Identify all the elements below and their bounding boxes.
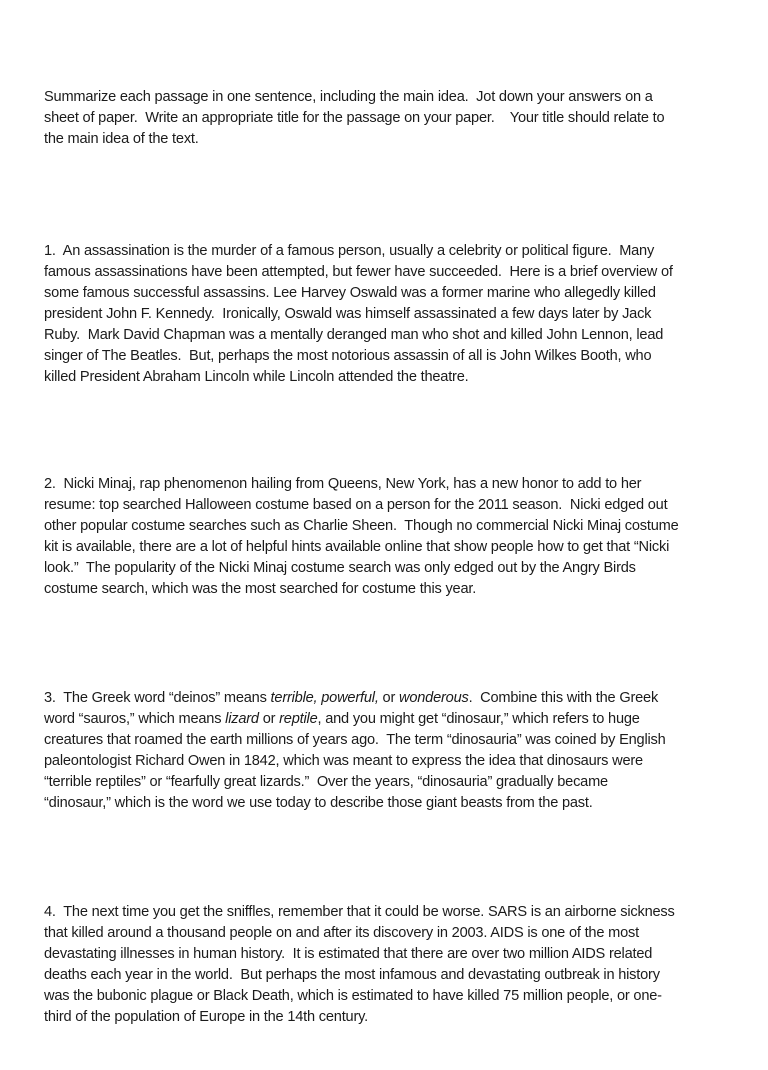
text-run: “dinosaur,” which is the word we use today to describe those giant beasts from the past. <box>44 795 593 811</box>
text-run: , and you might get “dinosaur,” which refers to huge <box>317 711 640 727</box>
text-run: 4. The next time you get the sniffles, remember that it could be worse. SARS is an airborne sickness <box>44 904 675 920</box>
instructions-paragraph <box>44 87 760 150</box>
document-body <box>44 45 760 1070</box>
text-run: costume search, which was the most searched for costume this year. <box>44 581 477 597</box>
text-run: 1. An assassination is the murder of a famous person, usually a celebrity or political figure. Many <box>44 243 655 259</box>
text-run: was the bubonic plague or Black Death, which is estimated to have killed 75 million people, or one- <box>44 988 662 1004</box>
text-run: creatures that roamed the earth millions of years ago. The term “dinosauria” was coined by English <box>44 732 666 748</box>
text-run: or <box>378 690 399 706</box>
text-run: third of the population of Europe in the 14th century. <box>44 1009 369 1025</box>
text-run: or <box>258 711 280 727</box>
text-run: paleontologist Richard Owen in 1842, which was meant to express the idea that dinosaurs were <box>44 753 643 769</box>
text-run: kit is available, there are a lot of helpful hints available online that show people how to get that “Nicki <box>44 539 670 555</box>
text-run: 3. The Greek word “deinos” means <box>44 690 271 706</box>
passage-4-paragraph <box>44 902 760 1028</box>
text-run: the main idea of the text. <box>44 131 199 147</box>
text-run: 2. Nicki Minaj, rap phenomenon hailing from Queens, New York, has a new honor to add to her <box>44 476 642 492</box>
text-run: singer of The Beatles. But, perhaps the most notorious assassin of all is John Wilkes Booth, who <box>44 348 652 364</box>
passage-3-paragraph <box>44 688 760 814</box>
text-run: deaths each year in the world. But perhaps the most infamous and devastating outbreak in history <box>44 967 660 983</box>
text-run: Ruby. Mark David Chapman was a mentally deranged man who shot and killed John Lennon, lead <box>44 327 664 343</box>
italic-text-run: lizard <box>225 711 259 727</box>
text-run: devastating illnesses in human history. It is estimated that there are over two million AIDS related <box>44 946 653 962</box>
text-run: killed President Abraham Lincoln while Lincoln attended the theatre. <box>44 369 469 385</box>
text-run: some famous successful assassins. Lee Harvey Oswald was a former marine who allegedly killed <box>44 285 656 301</box>
text-run: other popular costume searches such as Charlie Sheen. Though no commercial Nicki Minaj costume <box>44 518 679 534</box>
text-run: sheet of paper. Write an appropriate title for the passage on your paper. Your title should relate to <box>44 110 665 126</box>
text-run: president John F. Kennedy. Ironically, Oswald was himself assassinated a few days later by Jack <box>44 306 652 322</box>
italic-text-run: wonderous <box>398 690 469 706</box>
text-run: that killed around a thousand people on and after its discovery in 2003. AIDS is one of the most <box>44 925 639 941</box>
italic-text-run: reptile <box>279 711 318 727</box>
text-run: resume: top searched Halloween costume based on a person for the 2011 season. Nicki edged out <box>44 497 668 513</box>
passage-1-paragraph <box>44 241 760 388</box>
text-run: word “sauros,” which means <box>44 711 226 727</box>
italic-text-run: terrible, powerful, <box>270 690 379 706</box>
text-run: . Combine this with the Greek <box>468 690 659 706</box>
text-run: “terrible reptiles” or “fearfully great lizards.” Over the years, “dinosauria” gradually became <box>44 774 608 790</box>
passage-2-paragraph <box>44 474 760 600</box>
text-run: look.” The popularity of the Nicki Minaj costume search was only edged out by the Angry Birds <box>44 560 636 576</box>
text-run: Summarize each passage in one sentence, including the main idea. Jot down your answers on a <box>44 89 653 105</box>
text-run: famous assassinations have been attempted, but fewer have succeeded. Here is a brief overview of <box>44 264 673 280</box>
